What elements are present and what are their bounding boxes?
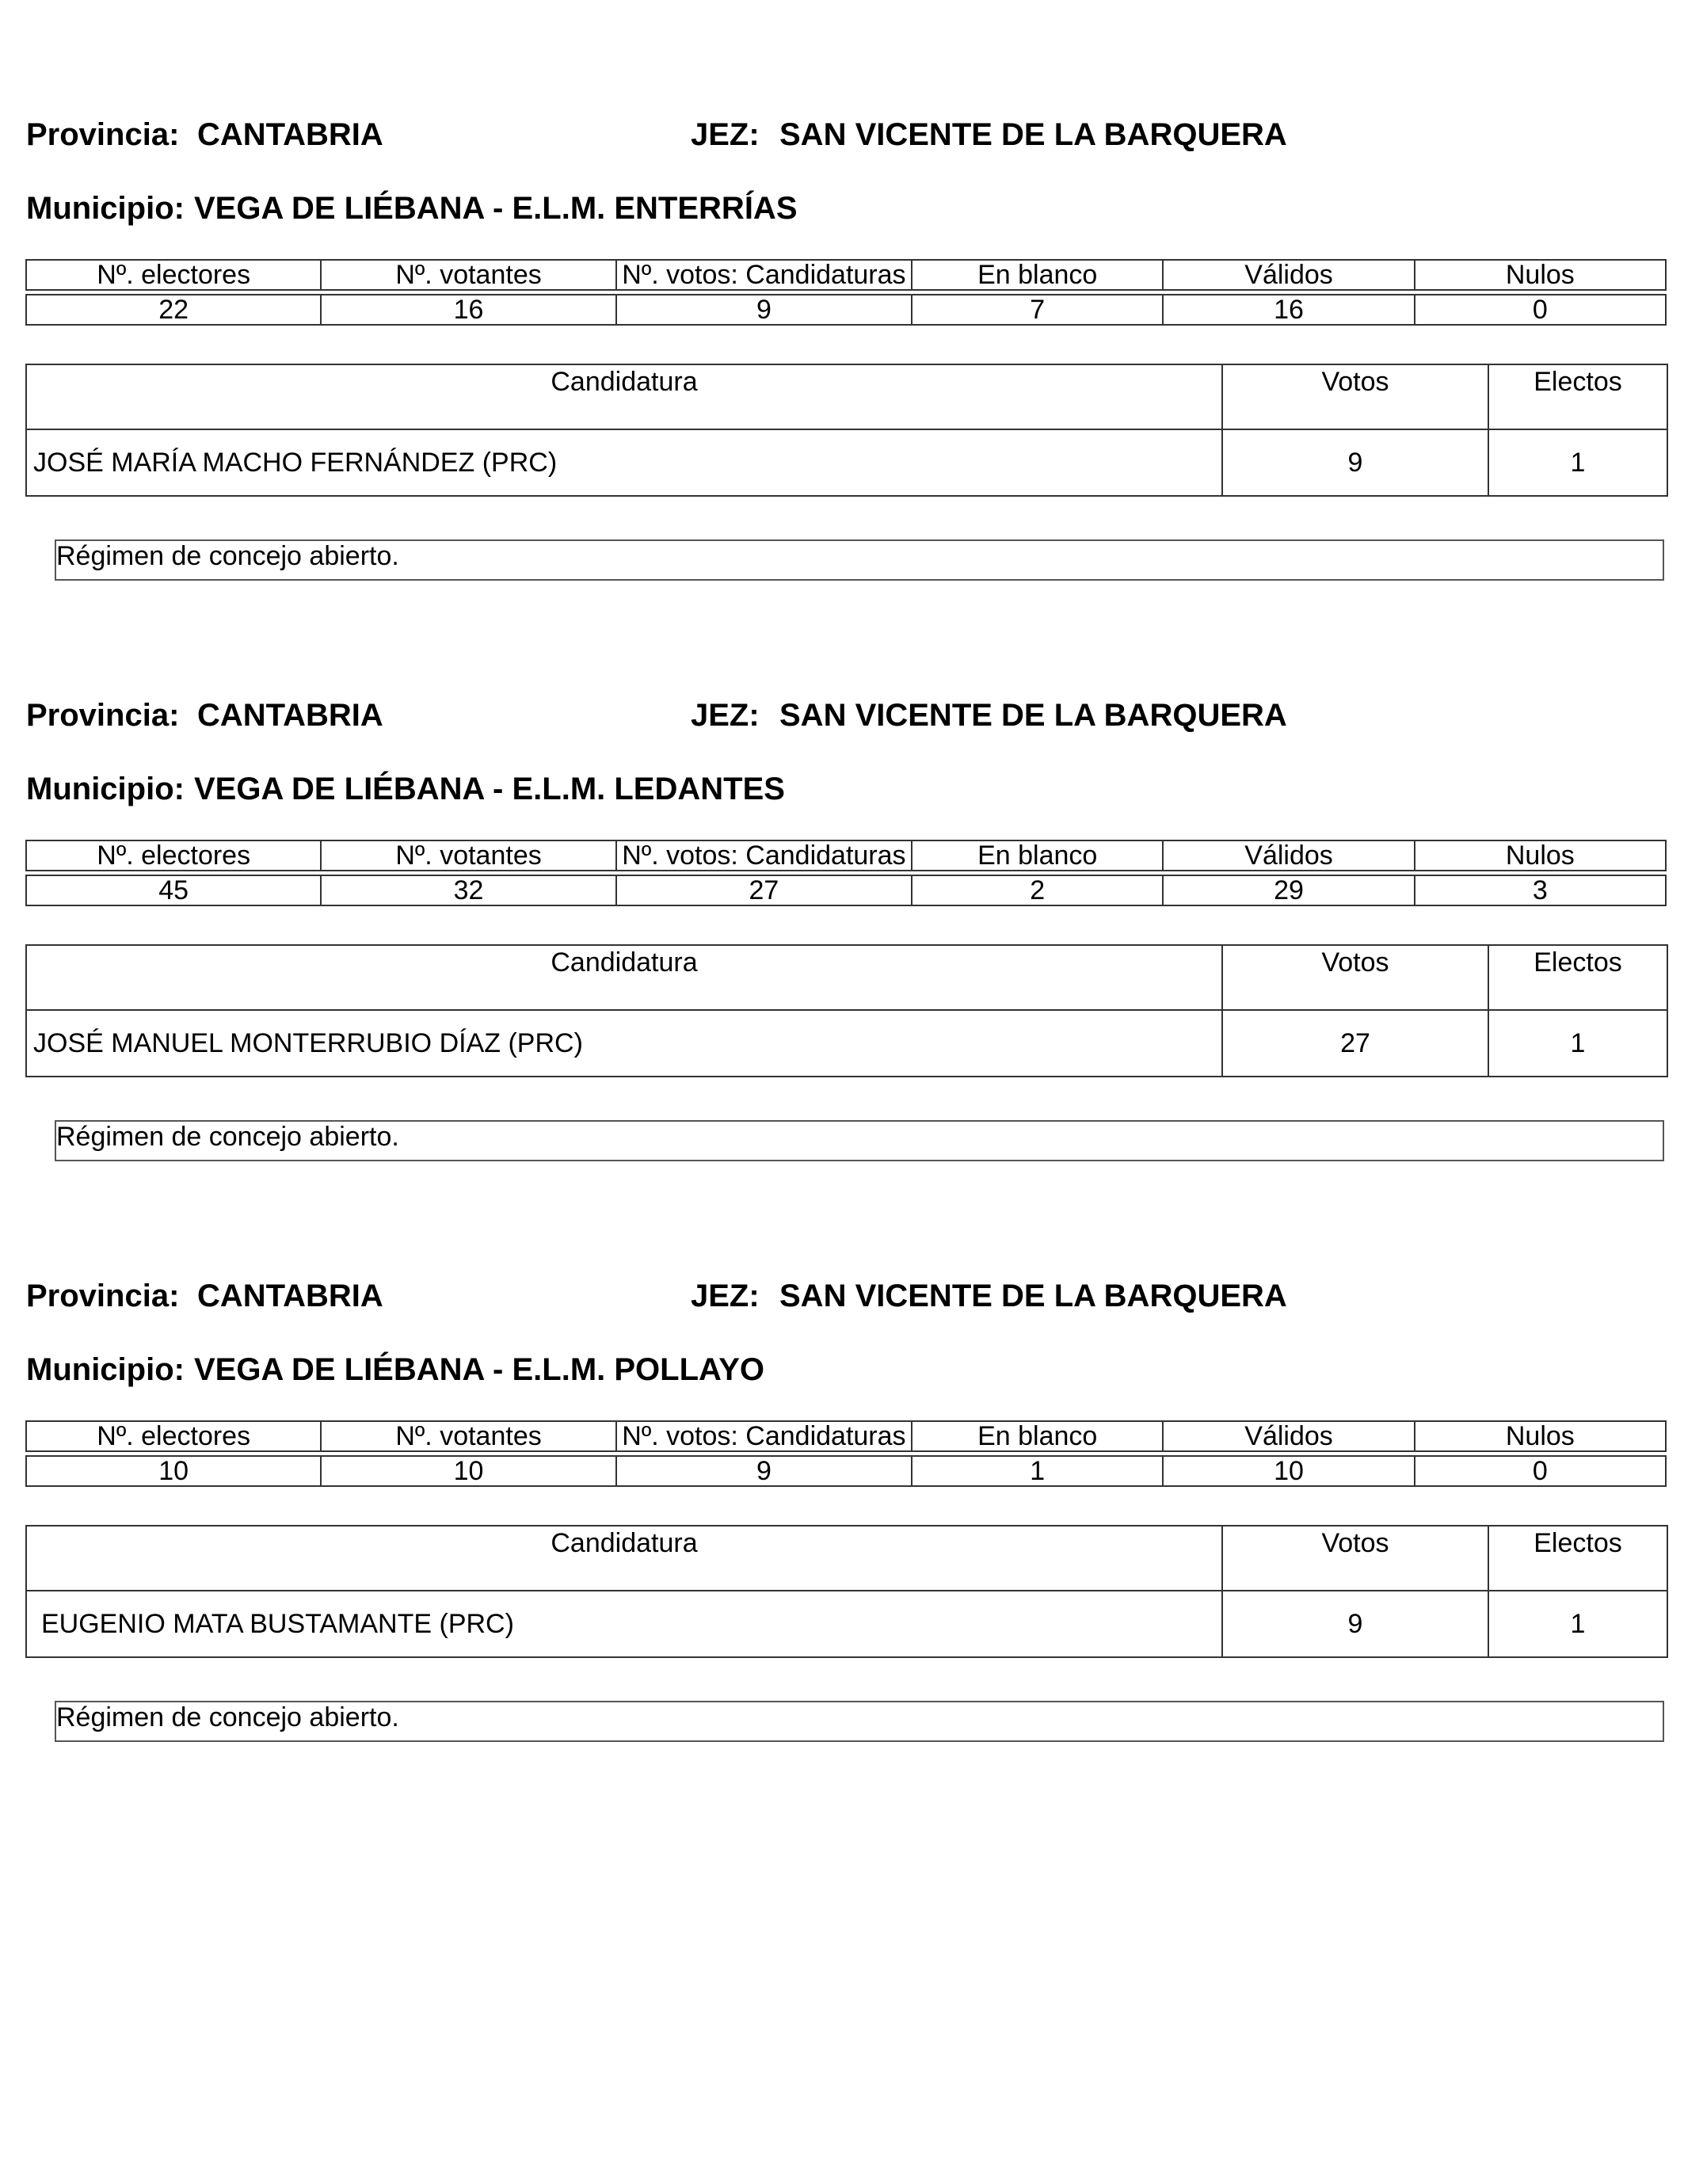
stats-value-cell: 10	[1163, 1456, 1414, 1486]
stats-table	[25, 259, 1667, 326]
table-row	[26, 429, 1667, 496]
candidate-name: JOSÉ MANUEL MONTERRUBIO DÍAZ (PRC)	[26, 1010, 1222, 1077]
candidatura-header: Candidatura	[26, 1526, 1222, 1591]
municipio-header: Municipio: VEGA DE LIÉBANA - E.L.M. LEDANTES	[26, 772, 785, 806]
stats-value-row	[26, 295, 1666, 325]
stats-value-cell: 29	[1163, 875, 1414, 905]
stats-header-row	[26, 840, 1666, 871]
stats-value-cell: 1	[912, 1456, 1163, 1486]
candidates-table	[25, 944, 1668, 1077]
candidatura-header: Candidatura	[26, 945, 1222, 1010]
provincia-value: CANTABRIA	[197, 117, 383, 152]
stats-header-cell: Nº. votantes	[321, 840, 615, 871]
stats-header-cell: Válidos	[1163, 840, 1414, 871]
candidates-table	[25, 364, 1668, 497]
candidate-votos: 27	[1222, 1010, 1488, 1077]
stats-header-cell: Nº. electores	[26, 260, 321, 290]
provincia-header: Provincia: CANTABRIA	[26, 698, 383, 733]
candidatura-header: Candidatura	[26, 364, 1222, 429]
jez-header: JEZ: SAN VICENTE DE LA BARQUERA	[691, 1279, 1287, 1313]
candidates-header-row	[26, 945, 1667, 1010]
electos-header: Electos	[1488, 1526, 1667, 1591]
candidates-header-row	[26, 364, 1667, 429]
stats-header-cell: Nulos	[1415, 1421, 1666, 1451]
stats-value-cell: 0	[1415, 1456, 1666, 1486]
stats-header-cell: Nulos	[1415, 840, 1666, 871]
stats-header-cell: Válidos	[1163, 260, 1414, 290]
stats-value-cell: 16	[321, 295, 615, 325]
stats-value-cell: 10	[321, 1456, 615, 1486]
stats-header-cell: Nulos	[1415, 260, 1666, 290]
stats-value-cell: 22	[26, 295, 321, 325]
stats-value-cell: 32	[321, 875, 615, 905]
stats-header-cell: En blanco	[912, 260, 1163, 290]
regimen-note: Régimen de concejo abierto.	[55, 1701, 1664, 1742]
votos-header: Votos	[1222, 945, 1488, 1010]
jez-header: JEZ: SAN VICENTE DE LA BARQUERA	[691, 117, 1287, 152]
candidate-name: JOSÉ MARÍA MACHO FERNÁNDEZ (PRC)	[26, 429, 1222, 496]
candidate-votos: 9	[1222, 429, 1488, 496]
stats-header-row	[26, 260, 1666, 290]
regimen-note: Régimen de concejo abierto.	[55, 539, 1664, 581]
municipio-header: Municipio: VEGA DE LIÉBANA - E.L.M. POLLAYO	[26, 1352, 765, 1387]
stats-header-cell: Válidos	[1163, 1421, 1414, 1451]
stats-header-cell: Nº. votantes	[321, 260, 615, 290]
municipio-value: VEGA DE LIÉBANA - E.L.M. LEDANTES	[193, 772, 785, 806]
stats-header-cell: Nº. votos: Candidaturas	[616, 260, 912, 290]
votos-header: Votos	[1222, 364, 1488, 429]
stats-header-cell: Nº. votos: Candidaturas	[616, 840, 912, 871]
stats-header-cell: Nº. electores	[26, 1421, 321, 1451]
stats-value-cell: 9	[616, 1456, 912, 1486]
stats-table	[25, 1420, 1667, 1487]
stats-header-cell: En blanco	[912, 840, 1163, 871]
stats-header-cell: Nº. votos: Candidaturas	[616, 1421, 912, 1451]
stats-value-cell: 16	[1163, 295, 1414, 325]
stats-value-cell: 9	[616, 295, 912, 325]
jez-header: JEZ: SAN VICENTE DE LA BARQUERA	[691, 698, 1287, 733]
table-row	[26, 1591, 1667, 1657]
jez-value: SAN VICENTE DE LA BARQUERA	[779, 698, 1287, 733]
regimen-note: Régimen de concejo abierto.	[55, 1120, 1664, 1161]
provincia-header: Provincia: CANTABRIA	[26, 1279, 383, 1313]
result-section-ledantes	[0, 581, 1684, 1167]
stats-value-cell: 7	[912, 295, 1163, 325]
municipio-header: Municipio: VEGA DE LIÉBANA - E.L.M. ENTERRÍAS	[26, 191, 798, 226]
candidate-electos: 1	[1488, 1010, 1667, 1077]
stats-value-cell: 45	[26, 875, 321, 905]
electos-header: Electos	[1488, 364, 1667, 429]
candidates-table	[25, 1525, 1668, 1658]
candidate-electos: 1	[1488, 429, 1667, 496]
votos-header: Votos	[1222, 1526, 1488, 1591]
stats-value-cell: 27	[616, 875, 912, 905]
table-row	[26, 1010, 1667, 1077]
candidate-name: EUGENIO MATA BUSTAMANTE (PRC)	[26, 1591, 1222, 1657]
stats-header-cell: Nº. electores	[26, 840, 321, 871]
provincia-header: Provincia: CANTABRIA	[26, 117, 383, 152]
stats-value-row	[26, 875, 1666, 905]
provincia-value: CANTABRIA	[197, 1279, 383, 1313]
candidate-votos: 9	[1222, 1591, 1488, 1657]
stats-table	[25, 840, 1667, 906]
candidate-electos: 1	[1488, 1591, 1667, 1657]
candidates-header-row	[26, 1526, 1667, 1591]
result-section-enterrias	[0, 0, 1684, 586]
stats-value-row	[26, 1456, 1666, 1486]
jez-value: SAN VICENTE DE LA BARQUERA	[779, 117, 1287, 152]
stats-value-cell: 0	[1415, 295, 1666, 325]
municipio-value: VEGA DE LIÉBANA - E.L.M. ENTERRÍAS	[193, 191, 798, 226]
electos-header: Electos	[1488, 945, 1667, 1010]
stats-header-row	[26, 1421, 1666, 1451]
stats-value-cell: 2	[912, 875, 1163, 905]
stats-header-cell: En blanco	[912, 1421, 1163, 1451]
jez-value: SAN VICENTE DE LA BARQUERA	[779, 1279, 1287, 1313]
provincia-value: CANTABRIA	[197, 698, 383, 733]
stats-header-cell: Nº. votantes	[321, 1421, 615, 1451]
result-section-pollayo	[0, 1161, 1684, 1748]
stats-value-cell: 10	[26, 1456, 321, 1486]
municipio-value: VEGA DE LIÉBANA - E.L.M. POLLAYO	[193, 1352, 765, 1387]
stats-value-cell: 3	[1415, 875, 1666, 905]
